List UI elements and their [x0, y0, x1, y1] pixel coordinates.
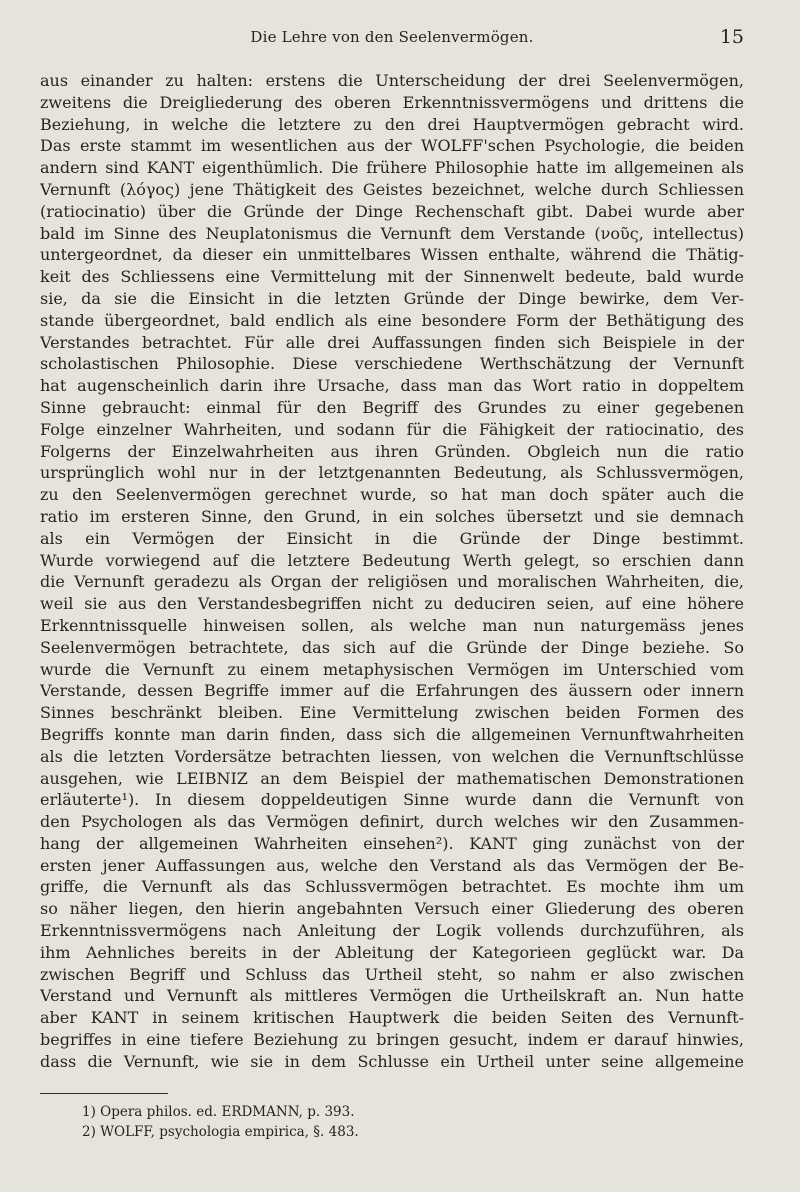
text-line: aber KANT in seinem kritischen Hauptwerk die beiden Seiten des Vernunft- [40, 1008, 744, 1028]
page-number: 15 [719, 26, 744, 48]
text-line: griffe, die Vernunft als das Schlussvermögen betrachtet. Es mochte ihm um [40, 877, 744, 897]
running-header [40, 28, 744, 52]
text-line: keit des Schliessens eine Vermittelung mit der Sinnenwelt bedeute, bald wurde [40, 267, 744, 287]
text-line: Sinnes beschränkt bleiben. Eine Vermittelung zwischen beiden Formen des [40, 703, 744, 723]
text-line: (ratiocinatio) über die Gründe der Dinge Rechenschaft gibt. Dabei wurde aber [40, 201, 744, 221]
text-line: hang der allgemeinen Wahrheiten einsehen²). KANT ging zunächst von der [40, 833, 744, 853]
text-line: ersten jener Auffassungen aus, welche den Verstand als das Vermögen der Be- [40, 855, 744, 875]
text-line: untergeordnet, da dieser ein unmittelbares Wissen enthalte, während die Thätig- [40, 245, 744, 265]
text-line: zwischen Begriff und Schluss das Urtheil steht, so nahm er also zwischen [40, 964, 744, 984]
footnotes [82, 1102, 722, 1142]
text-line: bald im Sinne des Neuplatonismus die Vernunft dem Verstande (νοῦς, intellectus) [40, 223, 744, 243]
text-line: wurde die Vernunft zu einem metaphysischen Vermögen im Unterschied vom [40, 659, 744, 679]
text-line: Folgerns der Einzelwahrheiten aus ihren Gründen. Obgleich nun die ratio [40, 441, 744, 461]
text-line: Wurde vorwiegend auf die letztere Bedeutung Werth gelegt, so erschien dann [40, 550, 744, 570]
text-line: Begriffs konnte man darin finden, dass sich die allgemeinen Vernunftwahrheiten [40, 724, 744, 744]
text-line: Sinne gebraucht: einmal für den Begriff des Grundes zu einer gegebenen [40, 397, 744, 417]
text-line: Verstandes betrachtet. Für alle drei Auffassungen finden sich Beispiele in der [40, 332, 744, 352]
text-line: ihm Aehnliches bereits in der Ableitung der Kategorieen geglückt war. Da [40, 942, 744, 962]
text-line: begriffes in eine tiefere Beziehung zu bringen gesucht, indem er darauf hinwies, [40, 1030, 744, 1050]
text-line: scholastischen Philosophie. Diese verschiedene Werthschätzung der Vernunft [40, 354, 744, 374]
text-line: so näher liegen, den hierin angebahnten Versuch einer Gliederung des oberen [40, 899, 744, 919]
text-line: dass die Vernunft, wie sie in dem Schlusse ein Urtheil unter seine allgemeine [40, 1051, 744, 1071]
text-line: Erkenntnissvermögens nach Anleitung der Logik vollends durchzuführen, als [40, 921, 744, 941]
text-line: Verstand und Vernunft als mittleres Vermögen die Urtheilskraft an. Nun hatte [40, 986, 744, 1006]
footnote: 2) WOLFF, psychologia empirica, §. 483. [82, 1124, 359, 1140]
text-line: Verstande, dessen Begriffe immer auf die Erfahrungen des äussern oder innern [40, 681, 744, 701]
footnote: 1) Opera philos. ed. ERDMANN, p. 393. [82, 1104, 355, 1120]
footnote-rule [40, 1093, 168, 1094]
text-line: aus einander zu halten: erstens die Unterscheidung der drei Seelenvermögen, [40, 71, 744, 90]
text-line: hat augenscheinlich darin ihre Ursache, dass man das Wort ratio in doppeltem [40, 376, 744, 396]
text-line: stande übergeordnet, bald endlich als eine besondere Form der Bethätigung des [40, 310, 744, 330]
text-line: Seelenvermögen betrachtete, das sich auf die Gründe der Dinge beziehe. So [40, 637, 744, 657]
text-line: Beziehung, in welche die letztere zu den drei Hauptvermögen gebracht wird. [40, 114, 744, 134]
text-line: Folge einzelner Wahrheiten, und sodann für die Fähigkeit der ratiocinatio, des [40, 419, 744, 439]
text-line: als ein Vermögen der Einsicht in die Gründe der Dinge bestimmt. [40, 528, 744, 548]
text-line: ratio im ersteren Sinne, den Grund, in ein solches übersetzt und sie demnach [40, 506, 744, 526]
text-line: Vernunft (λόγος) jene Thätigkeit des Geistes bezeichnet, welche durch Schliessen [40, 179, 744, 199]
text-line: Erkenntnissquelle hinweisen sollen, als welche man nun naturgemäss jenes [40, 615, 744, 635]
text-line: den Psychologen als das Vermögen definirt, durch welches wir den Zusammen- [40, 812, 744, 832]
text-line: ursprünglich wohl nur in der letztgenannten Bedeutung, als Schlussvermögen, [40, 463, 744, 483]
text-line: zu den Seelenvermögen gerechnet wurde, so hat man doch später auch die [40, 485, 744, 505]
text-line: sie, da sie die Einsicht in die letzten Gründe der Dinge bewirke, dem Ver- [40, 288, 744, 308]
body-text [40, 70, 744, 1073]
text-line: als die letzten Vordersätze betrachten liessen, von welchen die Vernunftschlüsse [40, 746, 744, 766]
text-line: ausgehen, wie LEIBNIZ an dem Beispiel der mathematischen Demonstrationen [40, 768, 744, 788]
text-line: die Vernunft geradezu als Organ der religiösen und moralischen Wahrheiten, die, [40, 572, 744, 592]
running-header-title: Die Lehre von den Seelenvermögen. [250, 28, 534, 46]
text-line: erläuterte¹). In diesem doppeldeutigen Sinne wurde dann die Vernunft von [40, 790, 744, 810]
text-line: weil sie aus den Verstandesbegriffen nicht zu deduciren seien, auf eine höhere [40, 594, 744, 614]
text-line: andern sind KANT eigenthümlich. Die frühere Philosophie hatte im allgemeinen als [40, 158, 744, 178]
text-line: Das erste stammt im wesentlichen aus der WOLFF'schen Psychologie, die beiden [40, 136, 744, 156]
text-line: zweitens die Dreigliederung des oberen Erkenntnissvermögens und drittens die [40, 92, 744, 112]
